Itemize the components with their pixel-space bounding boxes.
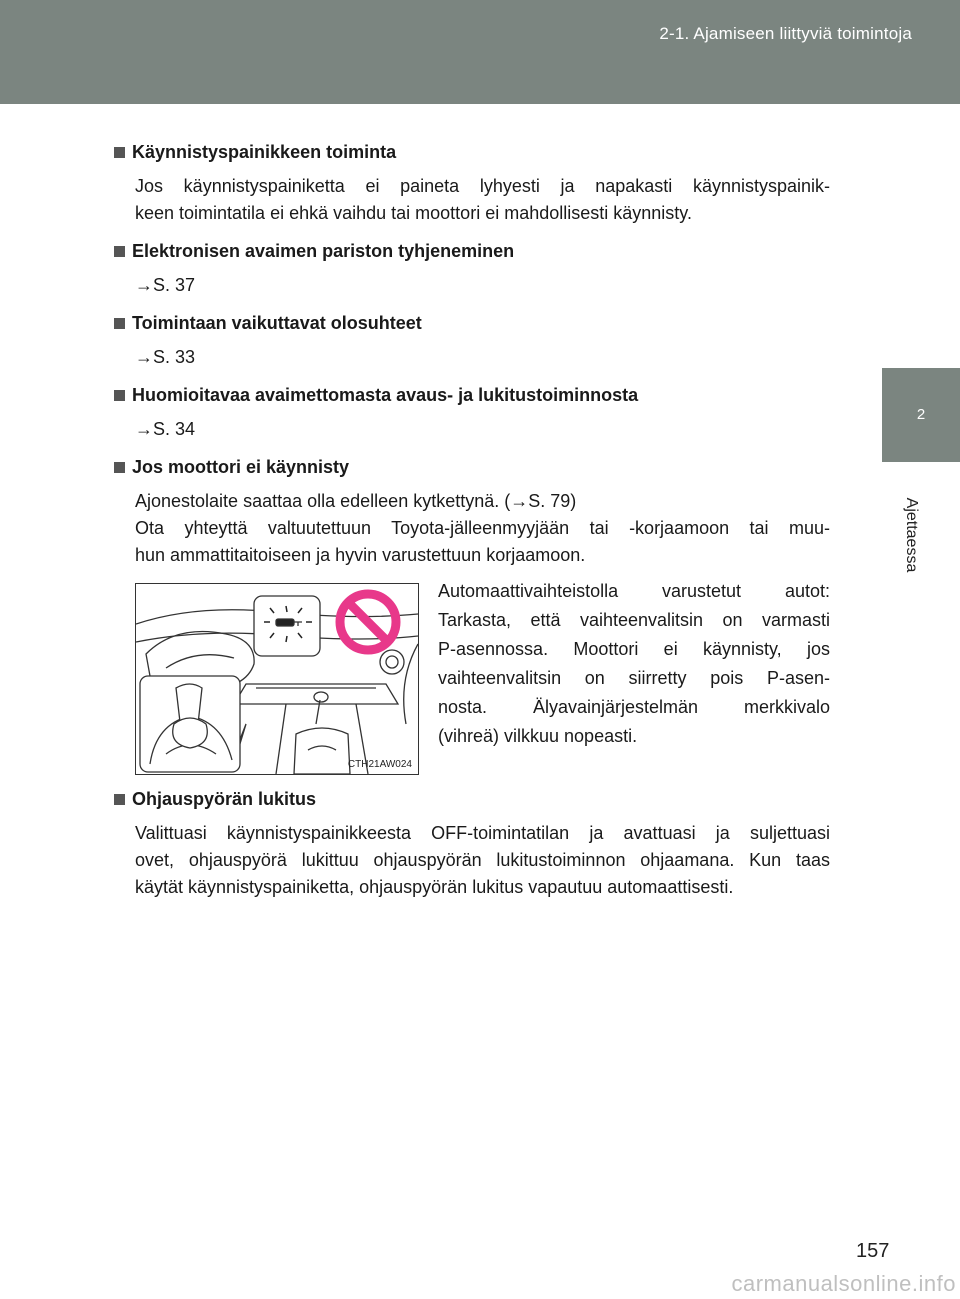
- section-heading-text: Toimintaan vaikuttavat olosuhteet: [132, 313, 422, 333]
- section-heading-text: Ohjauspyörän lukitus: [132, 789, 317, 809]
- caption-line: vaihteenvalitsin on siirretty pois P-asen-: [438, 668, 830, 688]
- caption-line: Tarkasta, että vaihteenvalitsin on varmasti: [438, 610, 830, 630]
- figure-row: [135, 583, 830, 775]
- square-bullet-icon: [114, 794, 125, 805]
- page-reference: →S. 37: [135, 275, 196, 295]
- header-bar: [0, 0, 960, 104]
- section-heading: [114, 385, 830, 406]
- body-line: keen toimintatila ei ehkä vaihdu tai moottori ei mahdollisesti käynnisty.: [135, 203, 692, 223]
- body-line: Jos käynnistyspainiketta ei paineta lyhyesti ja napakasti käynnistyspainik-: [135, 176, 830, 196]
- caption-line: nosta. Älyavainjärjestelmän merkkivalo: [438, 697, 830, 717]
- body-line: hun ammattitaitoiseen ja hyvin varustettuun korjaamoon.: [135, 545, 586, 565]
- chapter-number-tab: 2: [882, 368, 960, 462]
- caption-line: Automaattivaihteistolla varustetut autot:: [438, 581, 830, 601]
- square-bullet-icon: [114, 147, 125, 158]
- section-body: [135, 488, 830, 569]
- body-line: Ajonestolaite saattaa olla edelleen kytkettynä. (→S. 79): [135, 491, 577, 511]
- square-bullet-icon: [114, 462, 125, 473]
- body-line: ovet, ohjauspyörä lukittuu ohjauspyörän lukitustoiminnon ohjaamana. Kun taas: [135, 850, 830, 870]
- section-heading: [114, 457, 830, 478]
- body-line: käytät käynnistyspainiketta, ohjauspyörän lukitus vapautuu automaattisesti.: [135, 877, 734, 897]
- body-line: Ota yhteyttä valtuutettuun Toyota-jälleenmyyjään tai -korjaamoon tai muu-: [135, 518, 830, 538]
- page-reference: →S. 34: [135, 419, 196, 439]
- section-body: [135, 820, 830, 901]
- figure-caption: [438, 577, 830, 751]
- section-heading: [114, 789, 830, 810]
- caption-line: (vihreä) vilkkuu nopeasti.: [438, 726, 638, 746]
- figure-code: CTH21AW024: [347, 759, 412, 770]
- page-reference: →S. 33: [135, 347, 196, 367]
- section-heading-text: Jos moottori ei käynnisty: [132, 457, 350, 477]
- chapter-side-label-text: Ajettaessa: [903, 497, 920, 573]
- chapter-side-label: [896, 480, 926, 590]
- square-bullet-icon: [114, 246, 125, 257]
- square-bullet-icon: [114, 390, 125, 401]
- section-body: [135, 173, 830, 227]
- caption-line: P-asennossa. Moottori ei käynnisty, jos: [438, 639, 830, 659]
- page-content: [114, 142, 830, 915]
- section-heading: [114, 241, 830, 262]
- section-heading-text: Elektronisen avaimen pariston tyhjeneminen: [132, 241, 515, 261]
- chapter-title: 2-1. Ajamiseen liittyviä toimintoja: [659, 24, 912, 43]
- watermark: carmanualsonline.info: [731, 1271, 956, 1296]
- section-heading-text: Käynnistyspainikkeen toiminta: [132, 142, 397, 162]
- section-heading: [114, 313, 830, 334]
- section-heading: [114, 142, 830, 163]
- section-heading-text: Huomioitavaa avaimettomasta avaus- ja lukitustoiminnosta: [132, 385, 639, 405]
- car-interior-drawing: [136, 584, 418, 774]
- body-line: Valittuasi käynnistyspainikkeesta OFF-toimintatilan ja avattuasi ja suljettuasi: [135, 823, 830, 843]
- page-number: 157: [856, 1240, 890, 1262]
- square-bullet-icon: [114, 318, 125, 329]
- dashboard-illustration: [135, 583, 419, 775]
